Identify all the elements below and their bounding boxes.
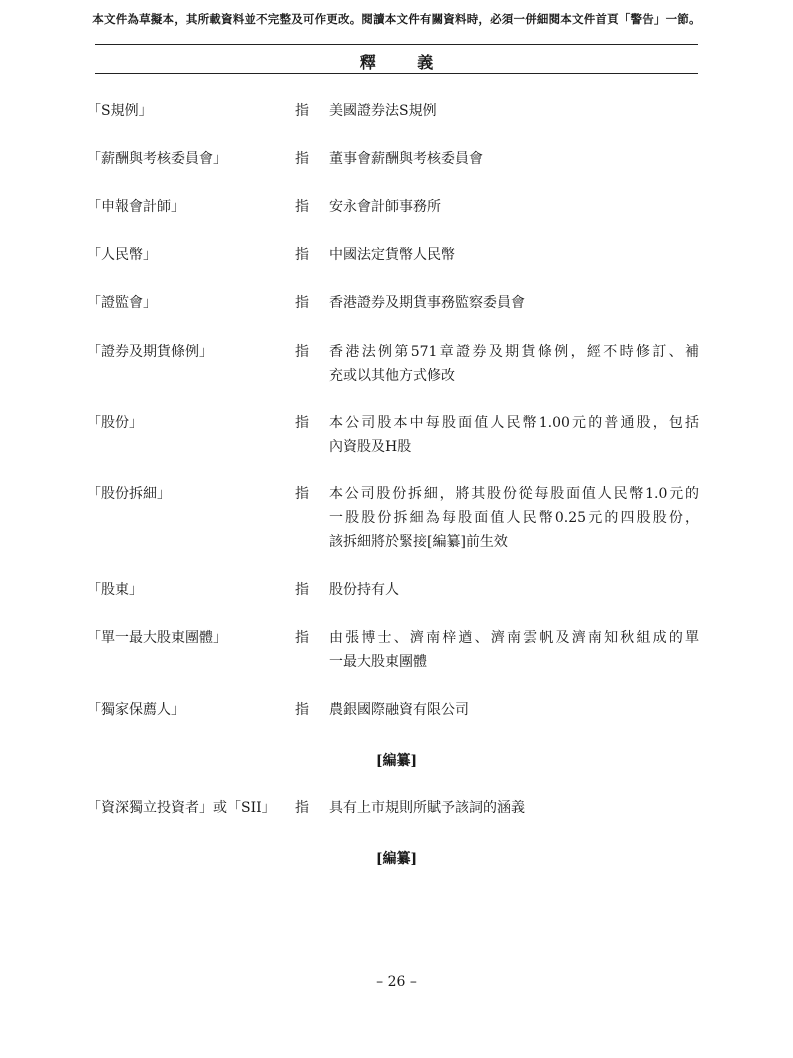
definition-text: [329, 411, 699, 459]
definition-term: 「薪酬與考核委員會」: [87, 151, 227, 167]
definition-line: 一最大股東團體: [329, 654, 427, 670]
draft-warning: 本文件為草擬本，其所載資料並不完整及可作更改。閱讀本文件有關資料時，必須一併細閱本文件首頁「警告」一節。: [92, 12, 701, 26]
redacted-marker: [編纂]: [375, 753, 418, 769]
definition-text: [329, 340, 699, 388]
definition-term: 「人民幣」: [87, 247, 157, 263]
definition-line: 由張博士、濟南梓遒、濟南雲帆及濟南知秋組成的單: [329, 630, 699, 646]
definition-line: 該拆細將於緊接[編纂]前生效: [329, 534, 508, 550]
definition-term: 「單一最大股東團體」: [87, 630, 227, 646]
definition-term: 「股東」: [87, 582, 143, 598]
definition-text: [329, 482, 699, 554]
means-word: 指: [295, 630, 309, 646]
page-number: – 26 –: [376, 974, 417, 990]
means-word: 指: [295, 702, 309, 718]
definition-text: [329, 796, 699, 820]
definition-term: 「獨家保薦人」: [87, 702, 185, 718]
definition-text: [329, 147, 699, 171]
definition-text: [329, 99, 699, 123]
definition-term: 「股份拆細」: [87, 486, 171, 502]
definition-text: [329, 195, 699, 219]
redacted-marker: [編纂]: [375, 851, 418, 867]
definition-line: 股份持有人: [329, 582, 399, 598]
means-word: 指: [295, 199, 309, 215]
means-word: 指: [295, 582, 309, 598]
definition-line: 美國證券法S規例: [329, 103, 437, 119]
header-rule: [95, 44, 698, 45]
definition-term: 「證券及期貨條例」: [87, 344, 213, 360]
definition-term: 「資深獨立投資者」或「SII」: [87, 800, 276, 816]
definition-text: [329, 243, 699, 267]
definition-line: 一股股份拆細為每股面值人民幣0.25元的四股股份，: [329, 510, 699, 526]
means-word: 指: [295, 800, 309, 816]
definition-line: 本公司股份拆細，將其股份從每股面值人民幣1.0元的: [329, 486, 699, 502]
definition-term: 「申報會計師」: [87, 199, 185, 215]
means-word: 指: [295, 415, 309, 431]
means-word: 指: [295, 247, 309, 263]
means-word: 指: [295, 486, 309, 502]
definition-line: 董事會薪酬與考核委員會: [329, 151, 483, 167]
definition-text: [329, 578, 699, 602]
definition-line: 充或以其他方式修改: [329, 368, 455, 384]
definition-text: [329, 291, 699, 315]
means-word: 指: [295, 103, 309, 119]
definition-line: 香港法例第571章證券及期貨條例，經不時修訂、補: [329, 344, 699, 360]
definition-term: 「股份」: [87, 415, 143, 431]
definition-text: [329, 698, 699, 722]
title-rule: [95, 73, 698, 74]
means-word: 指: [295, 295, 309, 311]
definition-line: 農銀國際融資有限公司: [329, 702, 469, 718]
page-title: 釋 義: [359, 53, 452, 72]
definition-line: 香港證券及期貨事務監察委員會: [329, 295, 525, 311]
definition-term: 「S規例」: [87, 103, 153, 119]
definition-line: 中國法定貨幣人民幣: [329, 247, 455, 263]
definition-term: 「證監會」: [87, 295, 157, 311]
definition-line: 本公司股本中每股面值人民幣1.00元的普通股，包括: [329, 415, 699, 431]
definition-line: 內資股及H股: [329, 439, 412, 455]
definition-text: [329, 626, 699, 674]
means-word: 指: [295, 151, 309, 167]
means-word: 指: [295, 344, 309, 360]
definition-line: 安永會計師事務所: [329, 199, 441, 215]
definition-line: 具有上市規則所賦予該詞的涵義: [329, 800, 525, 816]
